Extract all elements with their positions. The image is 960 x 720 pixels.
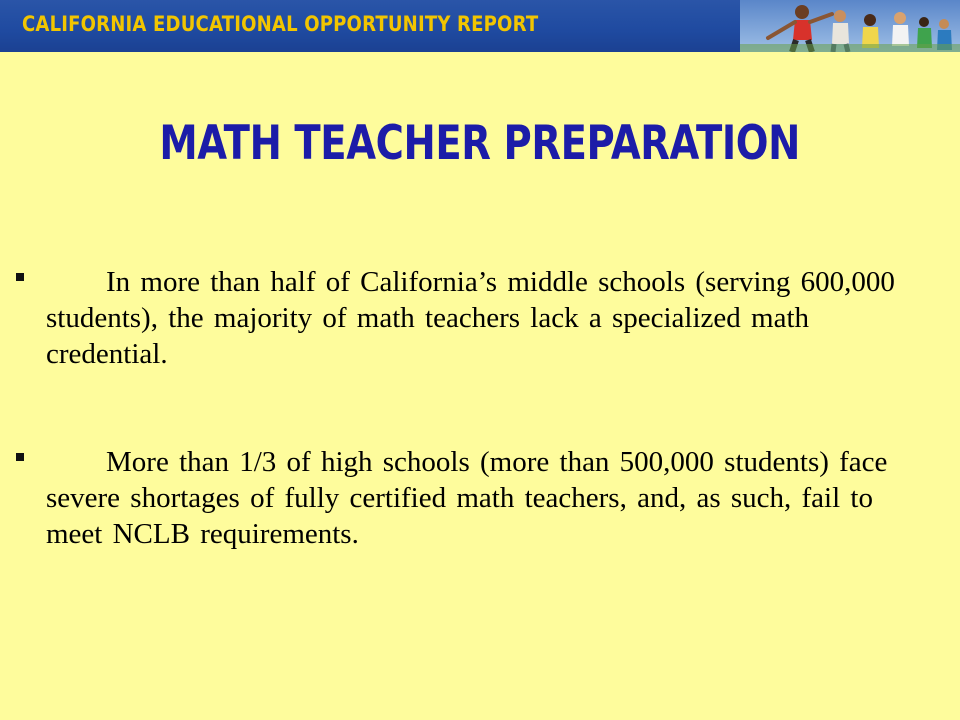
header-title: CALIFORNIA EDUCATIONAL OPPORTUNITY REPORT [22,12,539,36]
slide-title: MATH TEACHER PREPARATION [159,116,801,171]
square-bullet-icon [16,453,24,461]
students-photo [740,0,960,52]
bullet-text: In more than half of California’s middle schools (serving 600,000 students), the majority of math teachers lack a specialized math credential. [46,266,895,370]
square-bullet-icon [16,273,24,281]
header-bar [0,0,960,52]
bullet-text: More than 1/3 of high schools (more than 500,000 students) face severe shortages of fully certified math teachers, and, as such, fail to meet NCLB requirements. [46,446,888,550]
